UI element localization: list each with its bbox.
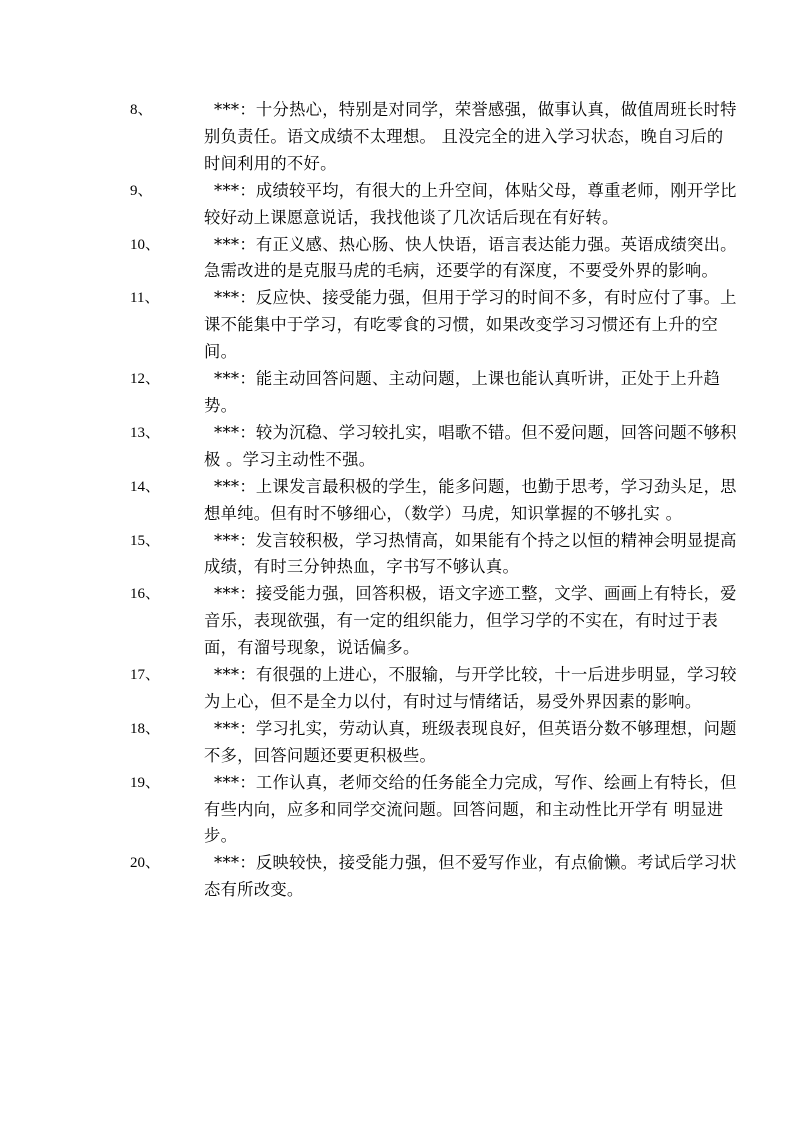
- item-number: 9、: [130, 182, 153, 199]
- item-number: 20、: [130, 855, 161, 872]
- item-number: 12、: [130, 371, 161, 388]
- list-item: [130, 662, 740, 716]
- item-number: 10、: [130, 236, 161, 253]
- item-number: 8、: [130, 102, 153, 118]
- item-text: ***：较为沉稳、学习较扎实，唱歌不错。但不爱问题，回答问题不够积极 。学习主动性不强。: [204, 422, 737, 469]
- list-item: [130, 232, 740, 286]
- item-text: ***：有很强的上进心，不服输，与开学比较，十一后进步明显，学习较为上心，但不是全力以付，有时过与情绪话，易受外界因素的影响。: [204, 665, 737, 711]
- item-text: ***：成绩较平均，有很大的上升空间，体贴父母，尊重老师，刚开学比较好动上课愿意说话，我找他谈了几次话后现在有好转。: [204, 180, 737, 227]
- item-text: ***：十分热心，特别是对同学，荣誉感强，做事认真，做值周班长时特别负责任。语文成绩不太理想。 且没完全的进入学习状态，晚自习后的时间利用的不好。: [204, 100, 737, 173]
- item-number: 19、: [130, 774, 161, 791]
- item-text: ***：有正义感、热心肠、快人快语，语言表达能力强。英语成绩突出。急需改进的是克服马虎的毛病，还要学的有深度，不要受外界的影响。: [204, 234, 737, 281]
- list-item: [130, 581, 740, 662]
- list-item: [130, 716, 740, 770]
- item-text: ***：接受能力强，回答积极，语文字迹工整，文学、画画上有特长，爱音乐，表现欲强，有一定的组织能力，但学习学的不实在，有时过于表面，有溜号现象，说话偏多。: [204, 584, 737, 658]
- item-number: 14、: [130, 478, 161, 495]
- list-item: [130, 97, 740, 178]
- list-item: [130, 770, 740, 851]
- list-item: [130, 285, 740, 366]
- item-text: ***：上课发言最积极的学生，能多问题，也勤于思考，学习劲头足，思想单纯。但有时不够细心，（数学）马虎，知识掌握的不够扎实 。: [204, 476, 737, 523]
- item-text: ***：学习扎实，劳动认真，班级表现良好，但英语分数不够理想，问题不多，回答问题还要更积极些。: [204, 718, 737, 765]
- list-item: [130, 528, 740, 582]
- item-number: 18、: [130, 720, 161, 737]
- item-number: 13、: [130, 424, 161, 441]
- item-text: ***：反应快、接受能力强，但用于学习的时间不多，有时应付了事。上课不能集中于学习，有吃零食的习惯，如果改变学习习惯还有上升的空间。: [204, 288, 737, 362]
- list-item: [130, 474, 740, 528]
- list-item: [130, 420, 740, 474]
- item-text: ***：反映较快，接受能力强，但不爱写作业，有点偷懒。考试后学习状态有所改变。: [204, 853, 737, 900]
- item-text: ***：工作认真，老师交给的任务能全力完成，写作、绘画上有特长，但有些内向，应多和同学交流问题。回答问题，和主动性比开学有 明显进步。: [204, 772, 737, 846]
- list-item: [130, 178, 740, 232]
- item-number: 16、: [130, 586, 161, 603]
- item-number: 11、: [130, 290, 160, 307]
- item-number: 17、: [130, 667, 161, 684]
- item-text: ***：能主动回答问题、主动问题，上课也能认真听讲，正处于上升趋势。: [204, 369, 721, 415]
- item-text: ***：发言较积极，学习热情高，如果能有个持之以恒的精神会明显提高成绩，有时三分钟热血，字书写不够认真。: [204, 530, 737, 577]
- item-number: 15、: [130, 532, 161, 549]
- list-item: [130, 366, 740, 420]
- comment-list: [130, 97, 740, 904]
- list-item: [130, 850, 740, 904]
